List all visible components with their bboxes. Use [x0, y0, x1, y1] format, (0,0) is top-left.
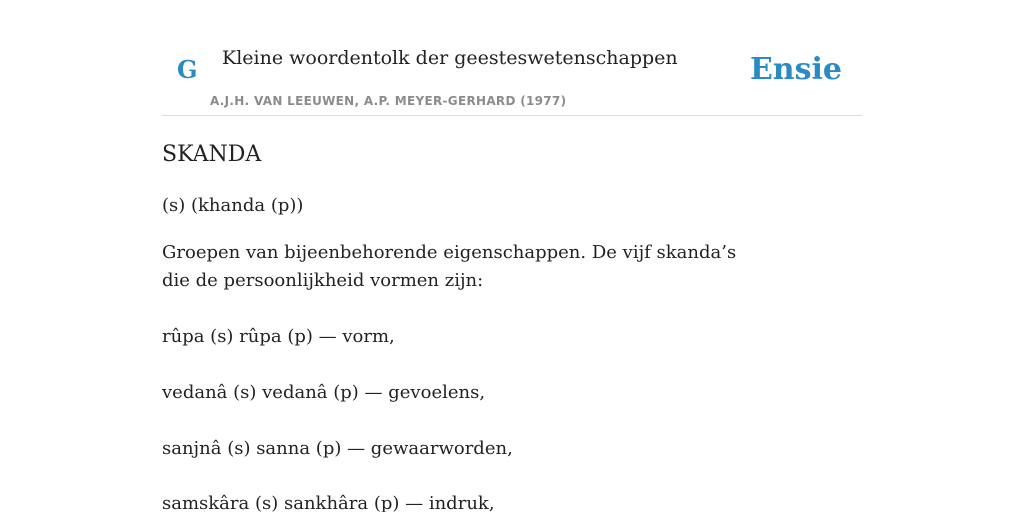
publication-header — [162, 0, 862, 116]
entry-list-item: rûpa (s) rûpa (p) — vorm, — [162, 326, 395, 347]
publication-authors: A.J.H. VAN LEEUWEN, A.P. MEYER-GERHARD (1977) — [210, 94, 567, 108]
publication-title[interactable]: Kleine woordentolk der geesteswetenschappen — [222, 47, 678, 69]
page-content — [162, 0, 862, 512]
entry-alternate-form: (s) (khanda (p)) — [162, 195, 304, 216]
entry-list-item: vedanâ (s) vedanâ (p) — gevoelens, — [162, 382, 486, 403]
brand-logo[interactable]: Ensie — [749, 52, 842, 87]
entry-list-item: sanjnâ (s) sanna (p) — gewaarworden, — [162, 438, 513, 459]
entry-headword: SKANDA — [162, 142, 262, 167]
entry-definition: Groepen van bijeenbehorende eigenschappen. De vijf skanda’s die de persoonlijkheid vormen zijn: — [162, 242, 737, 291]
publication-logo[interactable]: G — [177, 55, 198, 84]
entry-list-item: samskâra (s) sankhâra (p) — indruk, — [162, 493, 495, 512]
